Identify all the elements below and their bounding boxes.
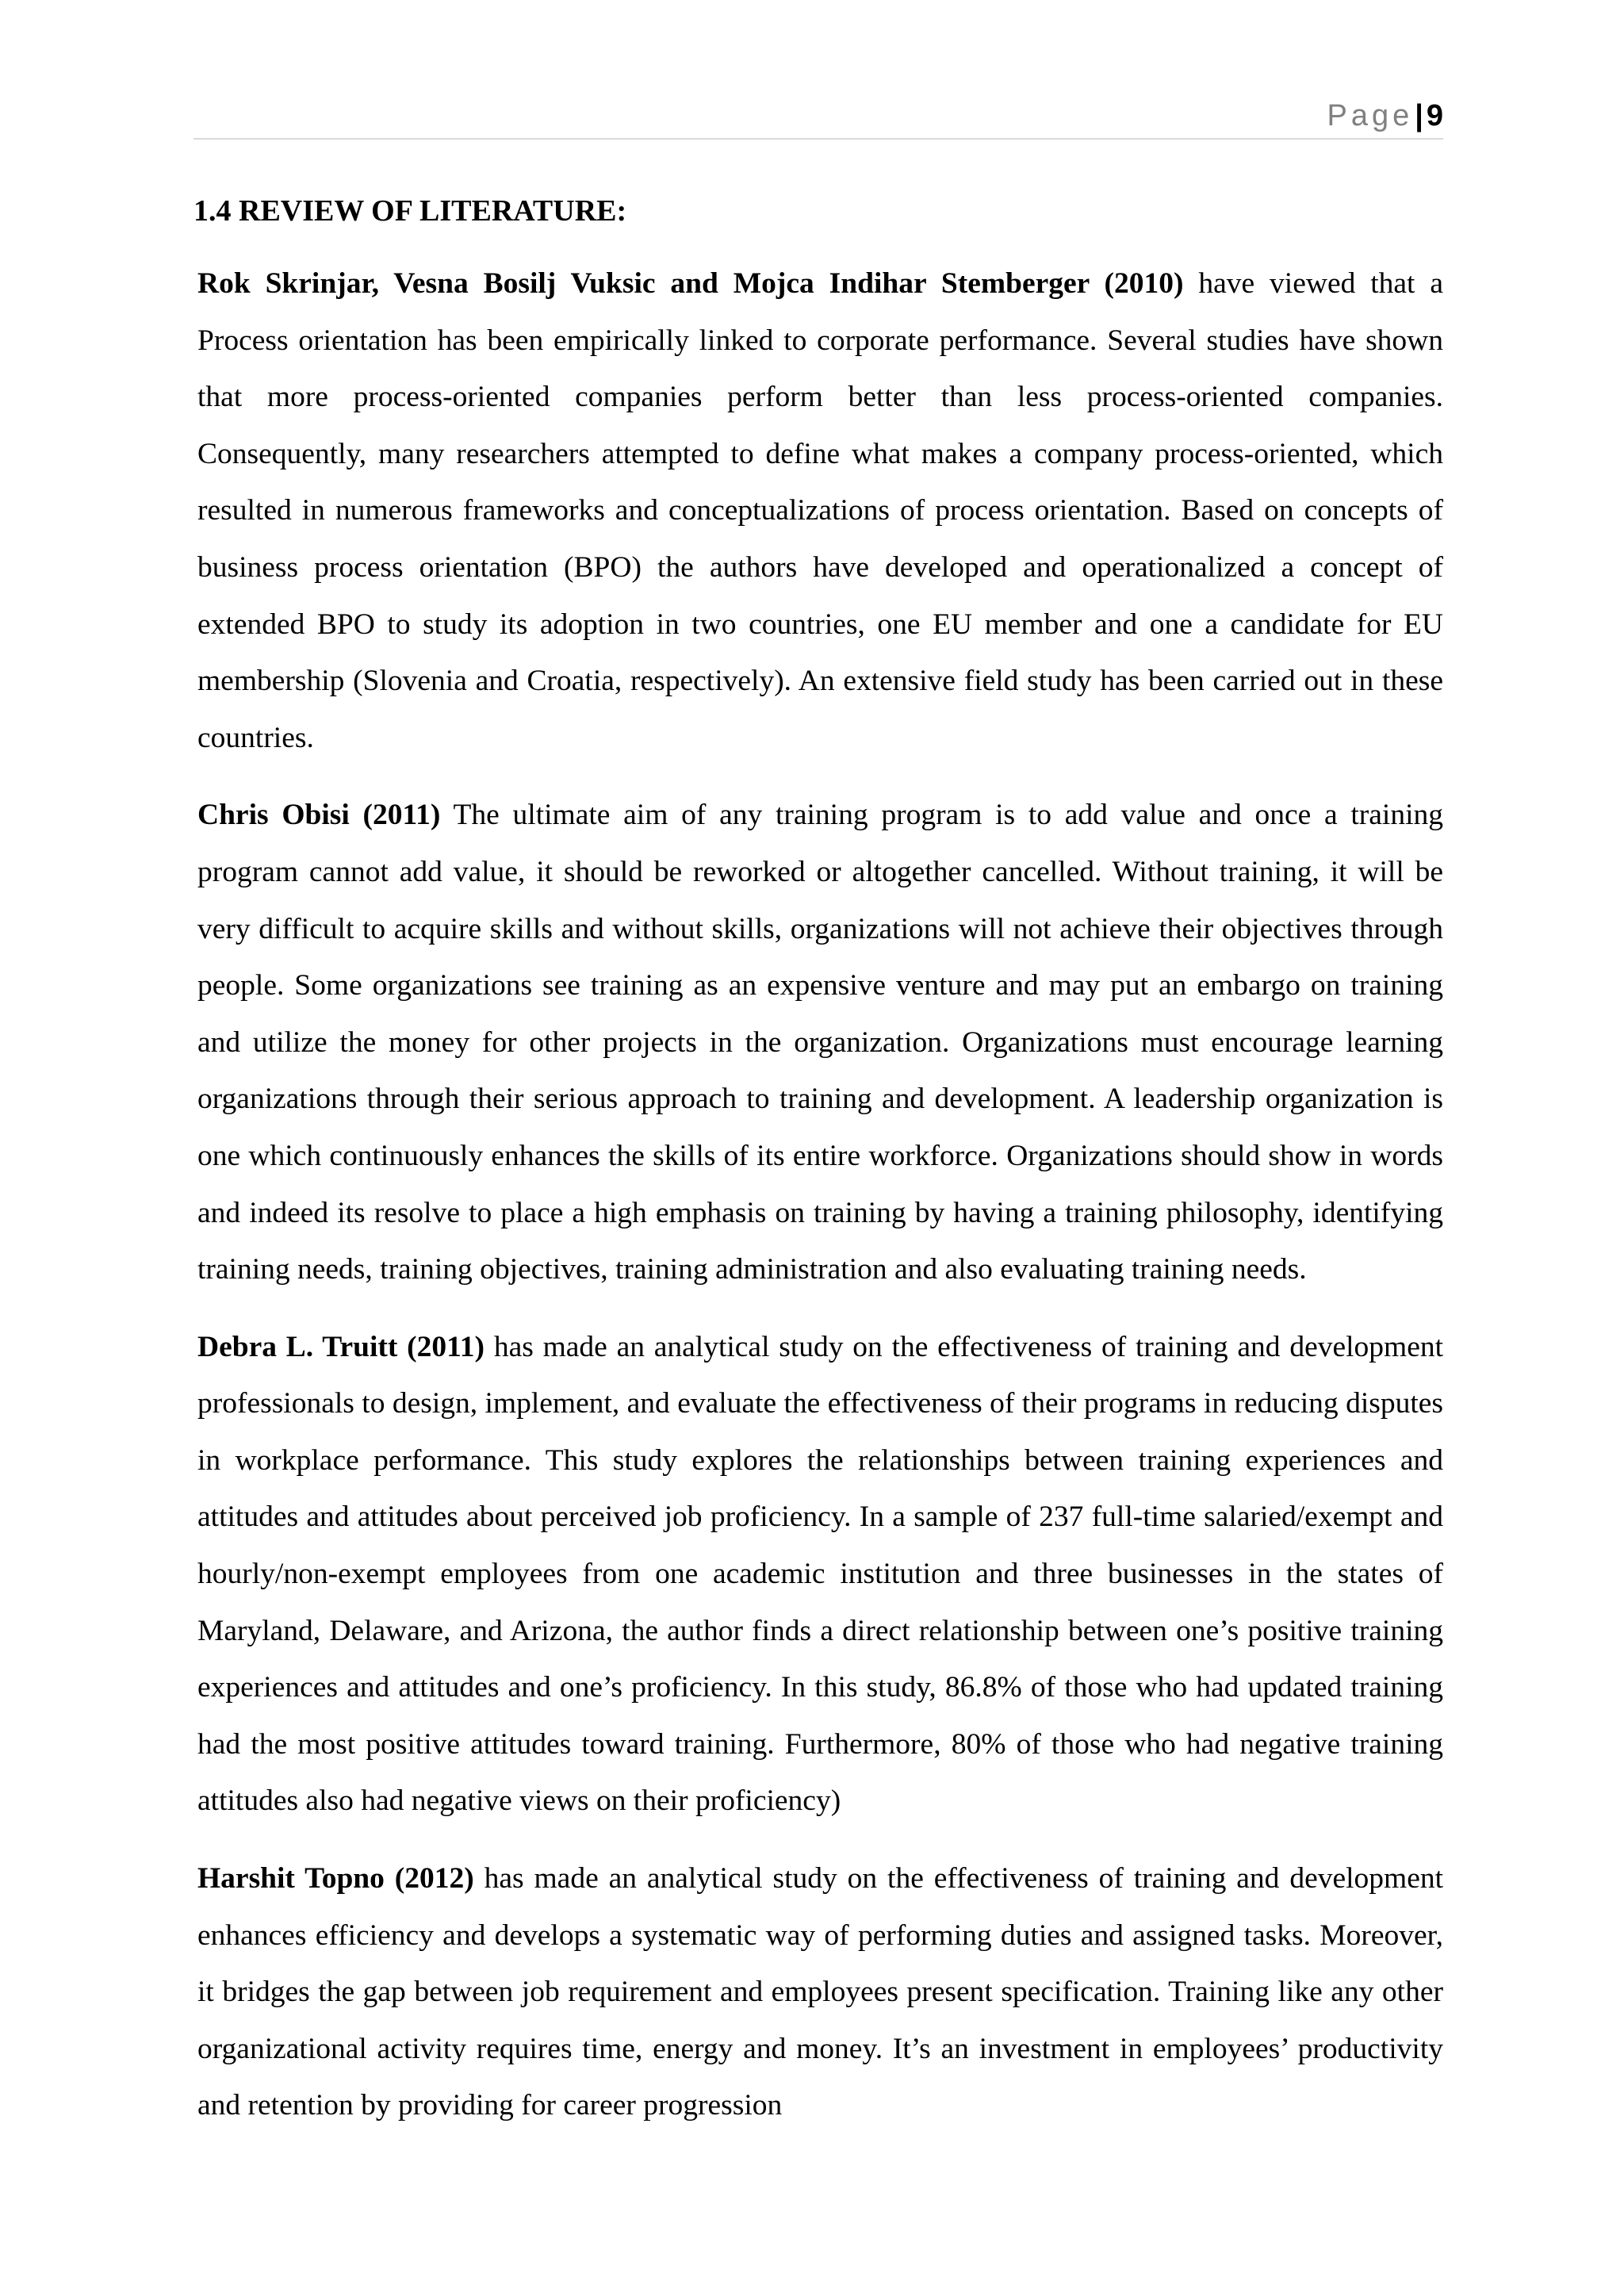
- paragraph-author: Chris Obisi (2011): [197, 799, 441, 832]
- literature-paragraph: [197, 1319, 1443, 1830]
- section-heading: 1.4 REVIEW OF LITERATURE:: [193, 194, 627, 228]
- paragraph-author: Harshit Topno (2012): [197, 1862, 474, 1895]
- paragraph-text: The ultimate aim of any training program is to add value and once a training program cannot add value, it should be reworked or altogether cancelled. Without training, it will be very difficult to acquire skills and without skills, organizations will not achieve their objectives through people. Some organizations see training as an expensive venture and may put an embargo on training and utilize the money for other projects in the organization. Organizations must encourage learning organizations through their serious approach to training and development. A leadership organization is one which continuously enhances the skills of its entire workforce. Organizations should show in words and indeed its resolve to place a high emphasis on training by having a training philosophy, identifying training needs, training objectives, training administration and also evaluating training needs.: [197, 799, 1443, 1286]
- paragraph-text: has made an analytical study on the effectiveness of training and development professionals to design, implement, and evaluate the effectiveness of their programs in reducing disputes in workplace performance. This study explores the relationships between training experiences and attitudes and attitudes about perceived job proficiency. In a sample of 237 full-time salaried/exempt and hourly/non-exempt employees from one academic institution and three businesses in the states of Maryland, Delaware, and Arizona, the author finds a direct relationship between one’s positive training experiences and attitudes and one’s proficiency. In this study, 86.8% of those who had updated training had the most positive attitudes toward training. Furthermore, 80% of those who had negative training attitudes also had negative views on their proficiency): [197, 1330, 1444, 1818]
- literature-paragraph: [197, 787, 1443, 1297]
- literature-paragraph: [197, 255, 1443, 766]
- paragraph-author: Debra L. Truitt (2011): [197, 1330, 485, 1363]
- paragraph-text: has made an analytical study on the effectiveness of training and development enhances efficiency and develops a systematic way of performing duties and assigned tasks. Moreover, it bridges the gap between job requirement and employees present specification. Training like any other organizational activity requires time, energy and money. It’s an investment in employees’ productivity and retention by providing for career progression: [197, 1862, 1444, 2122]
- page-separator: |: [1415, 99, 1423, 132]
- page-label: Page: [1327, 99, 1414, 132]
- document-body: [193, 187, 1444, 2155]
- paragraph-text: have viewed that a Process orientation has been empirically linked to corporate performance. Several studies have shown that more process-oriented companies perform better than less process-oriented companies. Consequently, many researchers attempted to define what makes a company process-oriented, which resulted in numerous frameworks and conceptualizations of process orientation. Based on concepts of business process orientation (BPO) the authors have developed and operationalized a concept of extended BPO to study its adoption in two countries, one EU member and one a candidate for EU membership (Slovenia and Croatia, respectively). An extensive field study has been carried out in these countries.: [197, 267, 1444, 754]
- literature-paragraph: [197, 1850, 1443, 2134]
- page-number: 9: [1426, 99, 1443, 132]
- page-header: [193, 94, 1443, 140]
- paragraph-author: Rok Skrinjar, Vesna Bosilj Vuksic and Mojca Indihar Stemberger (2010): [197, 267, 1184, 300]
